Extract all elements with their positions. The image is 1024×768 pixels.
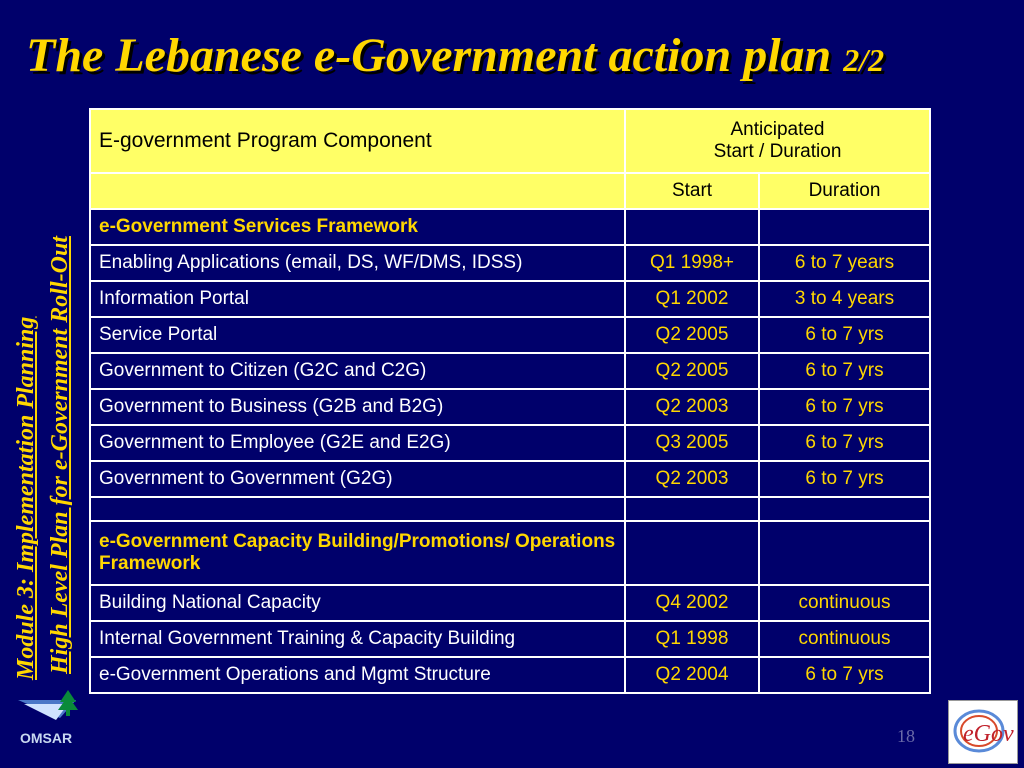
egov-logo-label: eGov [963,721,1014,747]
page-number: 18 [897,726,915,746]
table-row [90,621,930,657]
table-row [90,425,930,461]
omsar-logo-text: OMSAR [20,730,73,746]
row-component: e-Government Services Framework [90,209,625,245]
row-duration: continuous [759,585,930,621]
row-start: Q2 2003 [625,389,759,425]
row-duration [759,497,930,521]
table-header-row [90,109,930,173]
slide-title [26,28,884,88]
egov-logo [948,700,1018,764]
row-start: Q1 1998 [625,621,759,657]
table-row [90,281,930,317]
cedar-icon [16,690,86,732]
subheader-blank [90,173,625,209]
table-row [90,461,930,497]
title-main: The Lebanese e-Government action plan [26,29,844,82]
row-duration [759,209,930,245]
table-row [90,389,930,425]
table-row [90,657,930,693]
row-start: Q1 2002 [625,281,759,317]
row-duration: 6 to 7 yrs [759,353,930,389]
header-component: E-government Program Component [90,109,625,173]
row-component: Internal Government Training & Capacity Building [90,621,625,657]
row-component: e-Government Capacity Building/Promotions/ Operations Framework [90,521,625,585]
omsar-logo [16,690,86,750]
header-duration: Duration [759,173,930,209]
row-component: Service Portal [90,317,625,353]
table-row [90,209,930,245]
action-plan-table [89,108,931,694]
row-start: Q2 2003 [625,461,759,497]
row-duration: 6 to 7 yrs [759,425,930,461]
row-start [625,497,759,521]
sidebar-module-label: Module 3: Implementation Planning [13,316,39,680]
table-row [90,521,930,585]
row-start: Q4 2002 [625,585,759,621]
row-duration: 6 to 7 yrs [759,657,930,693]
row-component: Government to Employee (G2E and E2G) [90,425,625,461]
row-start: Q2 2005 [625,353,759,389]
row-duration [759,521,930,585]
row-component [90,497,625,521]
row-component: Information Portal [90,281,625,317]
sidebar-plan-label: High Level Plan for e-Government Roll-Out [47,236,73,674]
row-duration: 6 to 7 yrs [759,461,930,497]
row-start [625,209,759,245]
header-anticipated-line2: Start / Duration [713,141,842,162]
header-start: Start [625,173,759,209]
row-start: Q2 2005 [625,317,759,353]
title-part: 2/2 [843,42,885,78]
table-row [90,353,930,389]
table-subheader-row [90,173,930,209]
row-component: Government to Citizen (G2C and C2G) [90,353,625,389]
row-start: Q3 2005 [625,425,759,461]
row-duration: 3 to 4 years [759,281,930,317]
row-component: e-Government Operations and Mgmt Structure [90,657,625,693]
row-start: Q1 1998+ [625,245,759,281]
row-start [625,521,759,585]
row-component: Government to Government (G2G) [90,461,625,497]
table-row [90,245,930,281]
table-row [90,585,930,621]
egov-emblem-icon [949,701,1017,763]
row-duration: 6 to 7 yrs [759,389,930,425]
row-duration: continuous [759,621,930,657]
table-row [90,497,930,521]
row-component: Enabling Applications (email, DS, WF/DMS, IDSS) [90,245,625,281]
table-row [90,317,930,353]
row-component: Government to Business (G2B and B2G) [90,389,625,425]
row-start: Q2 2004 [625,657,759,693]
header-anticipated-line1: Anticipated [730,119,825,140]
header-anticipated [625,109,930,173]
row-duration: 6 to 7 years [759,245,930,281]
row-duration: 6 to 7 yrs [759,317,930,353]
row-component: Building National Capacity [90,585,625,621]
